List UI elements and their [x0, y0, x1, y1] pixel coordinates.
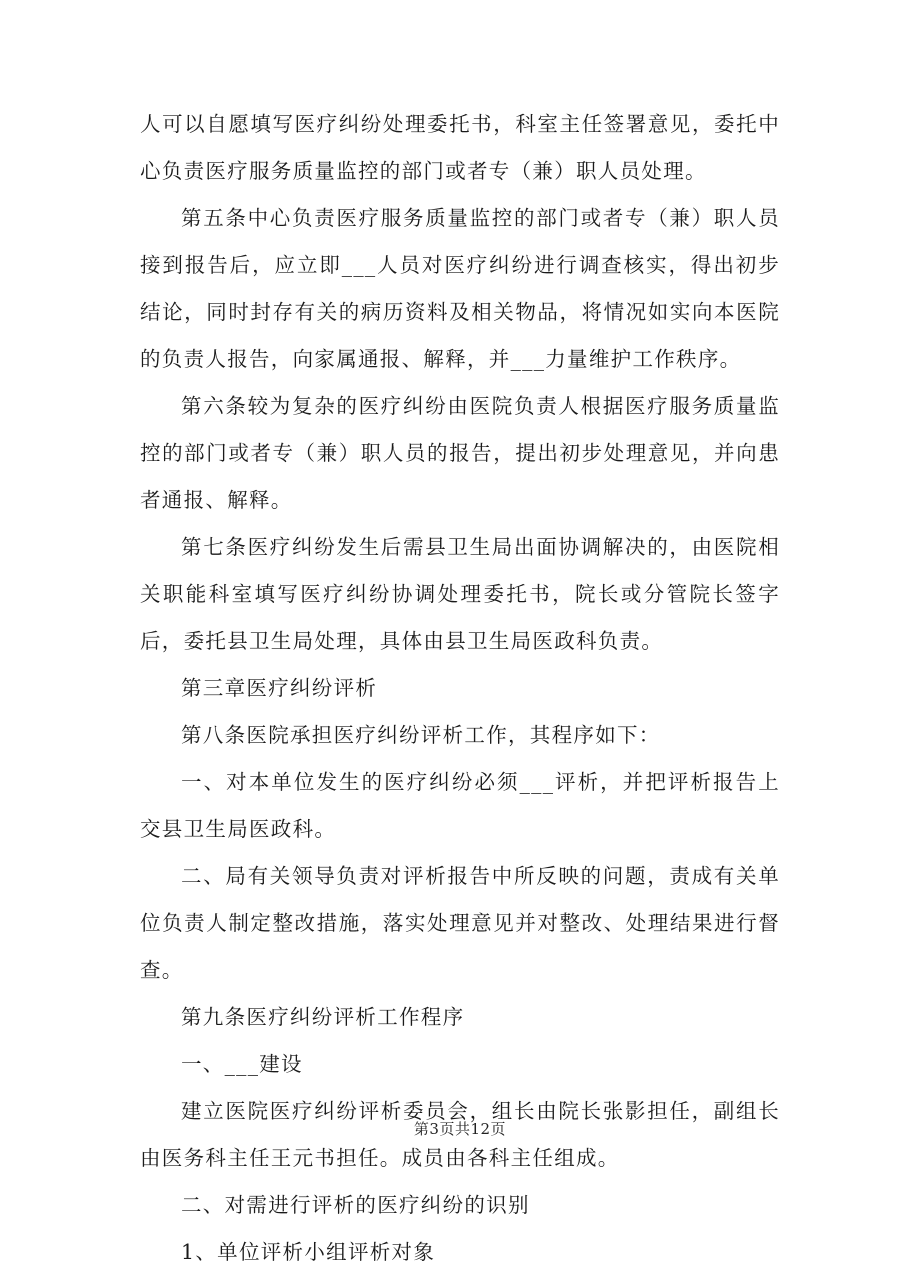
- paragraph: 第八条医院承担医疗纠纷评析工作，其程序如下：: [181, 723, 661, 747]
- paragraph: 第九条医疗纠纷评析工作程序: [181, 1005, 465, 1029]
- paragraph: 二、局有关领导负责对评析报告中所反映的问题，责成有关单位负责人制定整改措施，落实处理意见并对整改、处理结果进行督查。: [140, 864, 780, 982]
- paragraph: 第六条较为复杂的医疗纠纷由医院负责人根据医疗服务质量监控的部门或者专（兼）职人员的报告，提出初步处理意见，并向患者通报、解释。: [140, 394, 780, 512]
- chapter-heading: 第三章医疗纠纷评析: [181, 676, 378, 700]
- paragraph: 二、对需进行评析的医疗纠纷的识别: [181, 1193, 530, 1217]
- page-number-footer: 第3页共12页: [413, 1120, 507, 1138]
- paragraph: 第五条中心负责医疗服务质量监控的部门或者专（兼）职人员接到报告后，应立即___人员对医疗纠纷进行调查核实，得出初步结论，同时封存有关的病历资料及相关物品，将情况如实向本医院的负责人报告，向家属通报、解释，并___力量维护工作秩序。: [140, 206, 780, 371]
- document-body: [140, 101, 780, 1276]
- paragraph: 1、单位评析小组评析对象: [181, 1240, 436, 1264]
- paragraph: 一、对本单位发生的医疗纠纷必须___评析，并把评析报告上交县卫生局医政科。: [140, 770, 780, 841]
- paragraph: 人可以自愿填写医疗纠纷处理委托书，科室主任签署意见，委托中心负责医疗服务质量监控的部门或者专（兼）职人员处理。: [140, 112, 780, 183]
- paragraph: 一、___建设: [181, 1052, 303, 1076]
- paragraph: 建立医院医疗纠纷评析委员会，组长由院长张影担任，副组长由医务科主任王元书担任。成员由各科主任组成。: [140, 1099, 780, 1170]
- paragraph: 第七条医疗纠纷发生后需县卫生局出面协调解决的，由医院相关职能科室填写医疗纠纷协调处理委托书，院长或分管院长签字后，委托县卫生局处理，具体由县卫生局医政科负责。: [140, 535, 780, 653]
